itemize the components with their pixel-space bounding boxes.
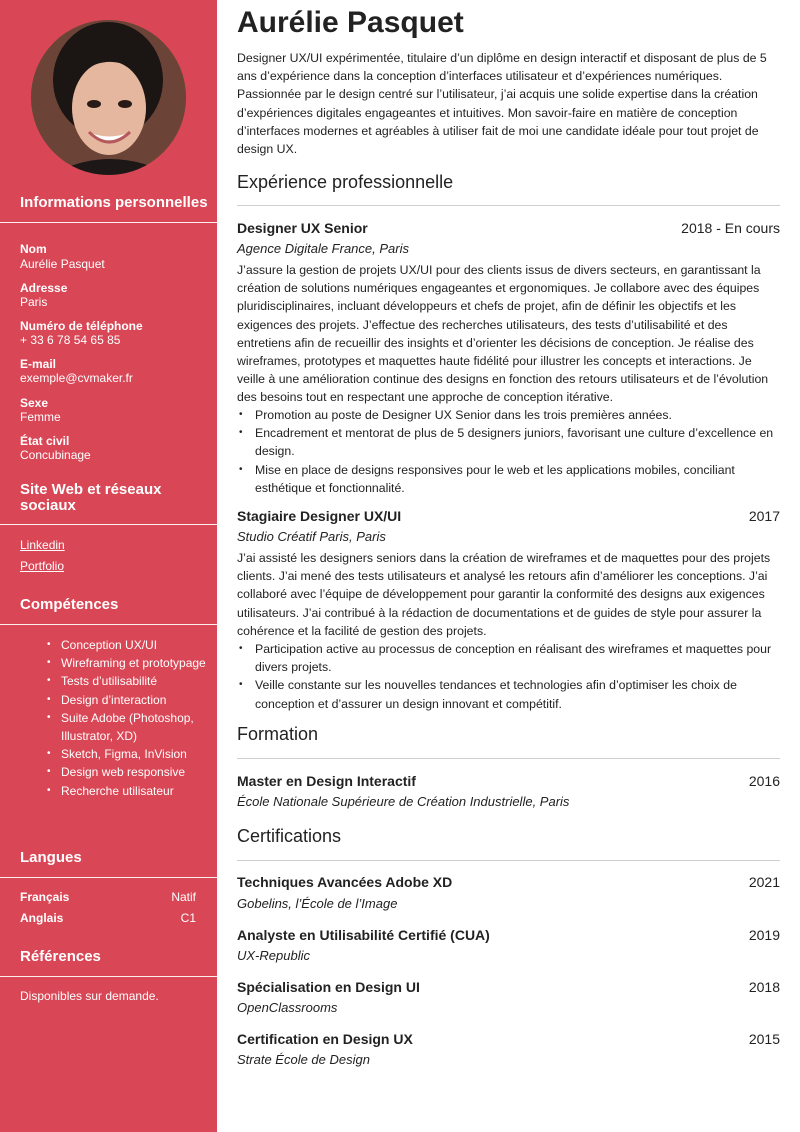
skills-title: Compétences [20, 596, 119, 613]
job-company: Agence Digitale France, Paris [237, 241, 409, 256]
references-text: Disponibles sur demande. [20, 989, 159, 1003]
skill-item: • Design d’interaction [47, 691, 207, 709]
info-value-name: Aurélie Pasquet [20, 257, 105, 271]
skills-list [47, 636, 207, 800]
divider [0, 524, 217, 525]
degree-date: 2016 [748, 773, 780, 789]
language-row [20, 911, 196, 925]
info-label-marital: État civil [20, 434, 70, 448]
certification-title: Analyste en Utilisabilité Certifié (CUA) [237, 927, 490, 943]
sidebar [0, 0, 217, 1132]
certification-issuer: UX-Republic [237, 948, 310, 963]
divider [0, 222, 217, 223]
divider [237, 860, 780, 861]
skill-item: • Recherche utilisateur [47, 782, 207, 800]
achievement-item: • Veille constante sur les nouvelles tendances et technologies afin d’optimiser les choix de conception et d’assurer un design innovant et compétitif. [237, 676, 777, 712]
job-description: J’assure la gestion de projets UX/UI pour des clients issus de divers secteurs, en garantissant la création de solutions numériques engageantes et ergonomiques. Je collabore avec des équipes pluridisciplinaires, incluant développeurs et chefs de projet, afin de définir les objectifs et les exigences des projets. J’effectue des recherches utilisateurs, des tests d’utilisabilité et des entretiens afin de recueillir des insights et d’orienter les décisions de conception. Je réalise des wireframes, prototypes et maquettes haute fidélité pour illustrer les concepts et interactions. Je veille à une amélioration continue des designs en fonction des retours utilisateurs et de l’évolution des besoins tout en respectant une approche de conception itérative. [237, 263, 769, 405]
job-date: 2018 - En cours [681, 220, 780, 236]
skill-item: • Tests d’utilisabilité [47, 672, 207, 690]
profile-summary: Designer UX/UI expérimentée, titulaire d’un diplôme en design interactif et disposant de plus de 5 ans d’expérience dans la conception d’interfaces utilisateur et d’expériences numériques. Passionnée par le design centré sur l’utilisateur, j’ai acquis une solide expertise dans la création d’expériences digitales engageantes et intuitives. Mon savoir-faire en matière de conception d’interfaces modernes et agréables à utiliser fait de moi une candidate idéale pour tout projet de design UX. [237, 51, 767, 157]
achievement-item: • Participation active au processus de conception en réalisant des wireframes et maquettes pour divers projets. [237, 640, 777, 676]
certification-date: 2021 [748, 874, 780, 890]
profile-photo [31, 20, 186, 175]
certifications-title: Certifications [237, 826, 342, 846]
certification-date: 2015 [748, 1031, 780, 1047]
job-achievements [237, 406, 777, 497]
info-value-marital: Concubinage [20, 448, 91, 462]
certification-title: Certification en Design UX [237, 1031, 413, 1047]
divider [237, 758, 780, 759]
language-name: Anglais [20, 911, 64, 925]
degree-title: Master en Design Interactif [237, 773, 416, 789]
skill-item: • Design web responsive [47, 763, 207, 781]
education-title: Formation [237, 724, 319, 744]
certification-title: Spécialisation en Design UI [237, 979, 420, 995]
info-label-email: E-mail [20, 357, 57, 371]
language-row [20, 890, 196, 904]
job-title: Stagiaire Designer UX/UI [237, 508, 402, 524]
divider [0, 976, 217, 977]
certification-date: 2018 [748, 979, 780, 995]
info-label-gender: Sexe [20, 396, 49, 410]
info-value-gender: Femme [20, 410, 61, 424]
info-value-address: Paris [20, 295, 48, 309]
skill-item: • Suite Adobe (Photoshop, Illustrator, XD) [47, 709, 207, 745]
info-label-phone: Numéro de téléphone [20, 319, 143, 333]
info-value-email: exemple@cvmaker.fr [20, 371, 133, 385]
languages-title: Langues [20, 849, 82, 866]
personal-info-title: Informations personnelles [20, 194, 208, 211]
info-label-address: Adresse [20, 281, 68, 295]
degree-school: École Nationale Supérieure de Création Industrielle, Paris [237, 794, 570, 809]
language-level: Natif [171, 890, 196, 904]
divider [0, 877, 217, 878]
web-title: Site Web et réseaux sociaux [20, 481, 162, 514]
job-achievements [237, 640, 777, 713]
experience-title: Expérience professionnelle [237, 172, 454, 192]
skill-item: • Conception UX/UI [47, 636, 207, 654]
job-title: Designer UX Senior [237, 220, 368, 236]
job-description: J’ai assisté les designers seniors dans la création de wireframes et de maquettes pour des projets clients. J’ai mené des tests utilisateurs et analysé les retours afin d’améliorer les conceptions. J’ai collaboré avec l’équipe de développement pour garantir la conformité des designs aux exigences utilisateurs. J’ai contribué à la rédaction de documentations et de guides de style pour assurer la cohérence et la facilité de gestion des projets. [237, 551, 771, 638]
certification-issuer: Gobelins, l’École de l’Image [237, 896, 398, 911]
info-label-name: Nom [20, 242, 47, 256]
achievement-item: • Mise en place de designs responsives pour le web et les applications mobiles, conciliant esthétique et fonctionnalité. [237, 461, 777, 497]
certification-issuer: Strate École de Design [237, 1052, 370, 1067]
job-date: 2017 [748, 508, 780, 524]
divider [0, 624, 217, 625]
certification-title: Techniques Avancées Adobe XD [237, 874, 453, 890]
skill-item: • Wireframing et prototypage [47, 654, 207, 672]
job-company: Studio Créatif Paris, Paris [237, 529, 386, 544]
skill-item: • Sketch, Figma, InVision [47, 745, 207, 763]
linkedin-link[interactable]: Linkedin [20, 538, 65, 552]
info-value-phone: + 33 6 78 54 65 85 [20, 333, 121, 347]
achievement-item: • Promotion au poste de Designer UX Senior dans les trois premières années. [237, 406, 777, 424]
divider [237, 205, 780, 206]
language-level: C1 [180, 911, 196, 925]
achievement-item: • Encadrement et mentorat de plus de 5 designers juniors, favorisant une culture d’excellence en design. [237, 424, 777, 460]
language-name: Français [20, 890, 70, 904]
certification-issuer: OpenClassrooms [237, 1000, 338, 1015]
candidate-name: Aurélie Pasquet [237, 6, 464, 39]
certification-date: 2019 [748, 927, 780, 943]
references-title: Références [20, 948, 101, 965]
portfolio-link[interactable]: Portfolio [20, 559, 65, 573]
